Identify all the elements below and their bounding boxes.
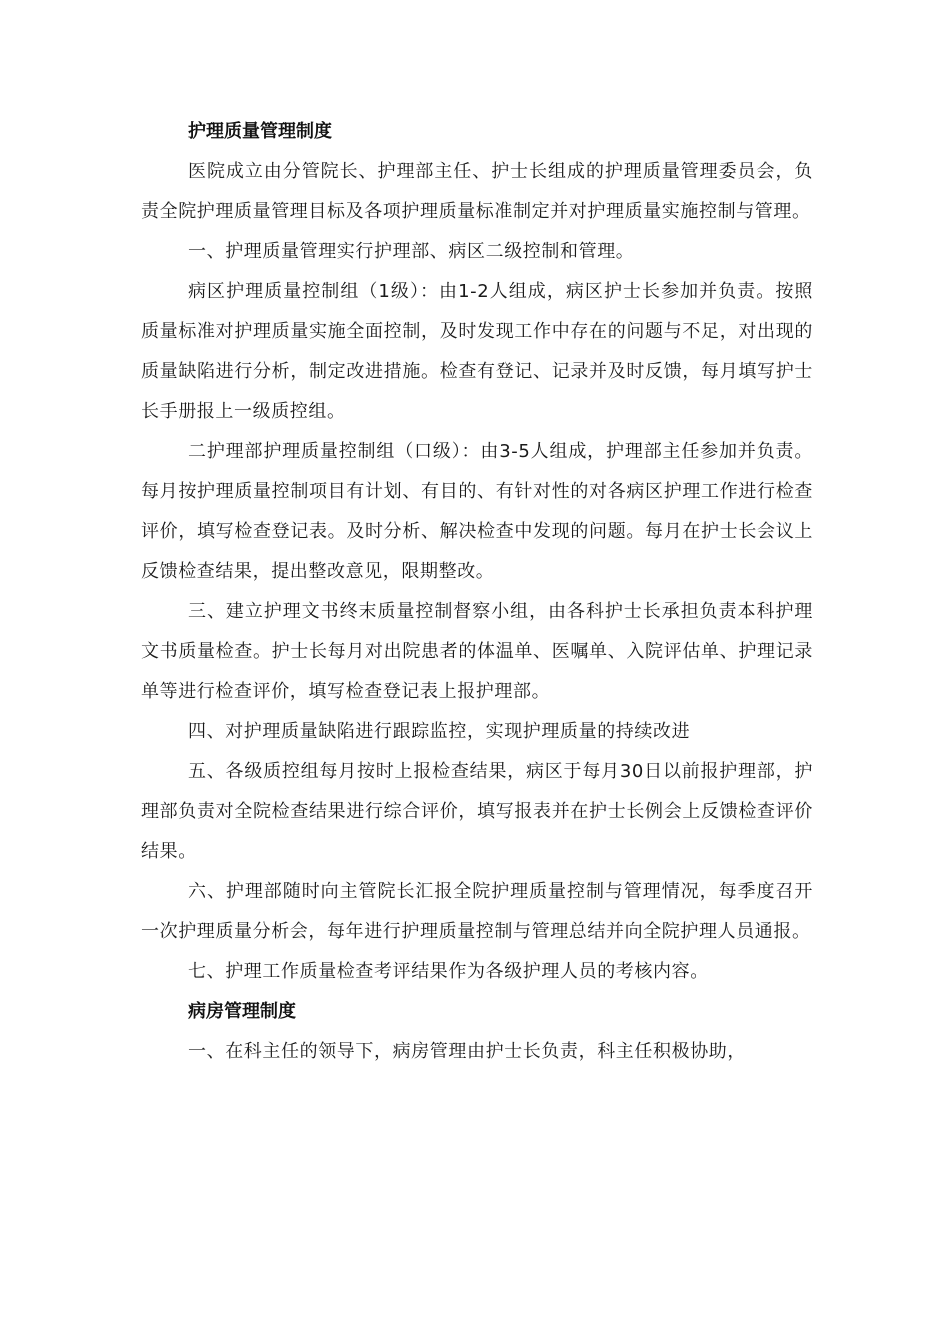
paragraph: 七、护理工作质量检查考评结果作为各级护理人员的考核内容。 [188, 961, 709, 982]
paragraph: 病区护理质量控制组（1级）：由1-2人组成，病区护士长参加并负责。按照质量标准对护理质量实施全面控制，及时发现工作中存在的问题与不足，对出现的质量缺陷进行分析，制定改进措施。检查有登记、记录并及时反馈，每月填写护士长手册报上一级质控组。 [141, 281, 813, 422]
paragraph: 四、对护理质量缺陷进行跟踪监控，实现护理质量的持续改进 [188, 721, 691, 742]
paragraph: 六、护理部随时向主管院长汇报全院护理质量控制与管理情况，每季度召开一次护理质量分析会，每年进行护理质量控制与管理总结并向全院护理人员通报。 [141, 881, 813, 942]
section-title: 病房管理制度 [188, 1001, 296, 1022]
section-nursing-quality-management [141, 112, 813, 992]
paragraph: 五、各级质控组每月按时上报检查结果，病区于每月30日以前报护理部，护理部负责对全院检查结果进行综合评价，填写报表并在护士长例会上反馈检查评价结果。 [141, 761, 813, 862]
paragraph: 二护理部护理质量控制组（口级）：由3-5人组成，护理部主任参加并负责。每月按护理质量控制项目有计划、有目的、有针对性的对各病区护理工作进行检查评价，填写检查登记表。及时分析、解决检查中发现的问题。每月在护士长会议上反馈检查结果，提出整改意见，限期整改。 [141, 441, 813, 582]
section-ward-management [141, 992, 813, 1072]
section-title: 护理质量管理制度 [188, 121, 332, 142]
paragraph: 一、护理质量管理实行护理部、病区二级控制和管理。 [188, 241, 635, 262]
paragraph: 三、建立护理文书终末质量控制督察小组，由各科护士长承担负责本科护理文书质量检查。护士长每月对出院患者的体温单、医嘱单、入院评估单、护理记录单等进行检查评价，填写检查登记表上报护理部。 [141, 601, 813, 702]
document-body [141, 112, 813, 1072]
paragraph: 一、在科主任的领导下，病房管理由护士长负责，科主任积极协助， [188, 1041, 746, 1062]
paragraph: 医院成立由分管院长、护理部主任、护士长组成的护理质量管理委员会，负责全院护理质量管理目标及各项护理质量标准制定并对护理质量实施控制与管理。 [141, 161, 813, 222]
